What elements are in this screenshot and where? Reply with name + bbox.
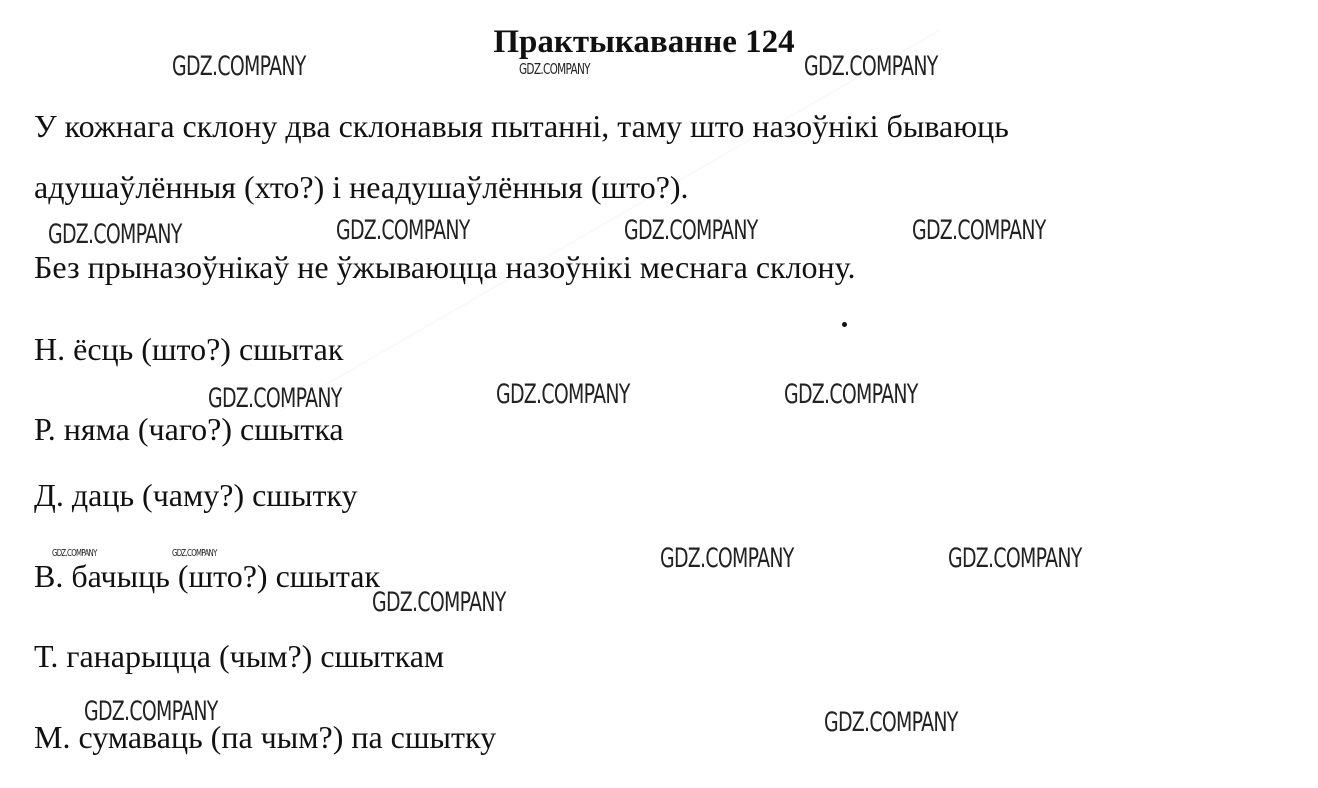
stray-dot bbox=[842, 322, 847, 327]
watermark: GDZ.COMPANY bbox=[660, 543, 794, 574]
watermark: GDZ.COMPANY bbox=[208, 383, 342, 414]
watermark: GDZ.COMPANY bbox=[52, 548, 97, 559]
case-nominative: Н. ёсць (што?) сшытак bbox=[34, 331, 344, 367]
paragraph-line-2: адушаўлённыя (хто?) і неадушаўлённыя (што?). bbox=[34, 169, 689, 205]
watermark: GDZ.COMPANY bbox=[948, 543, 1082, 574]
case-accusative: В. бачыць (што?) сшытак bbox=[34, 558, 381, 594]
watermark: GDZ.COMPANY bbox=[48, 219, 182, 250]
watermark: GDZ.COMPANY bbox=[624, 215, 758, 246]
watermark: GDZ.COMPANY bbox=[824, 707, 958, 738]
watermark: GDZ.COMPANY bbox=[519, 60, 590, 78]
watermark: GDZ.COMPANY bbox=[496, 379, 630, 410]
watermark: GDZ.COMPANY bbox=[336, 215, 470, 246]
watermark: GDZ.COMPANY bbox=[84, 696, 218, 727]
watermark: GDZ.COMPANY bbox=[172, 51, 306, 82]
watermark: GDZ.COMPANY bbox=[372, 587, 506, 618]
paragraph-line-3: Без прыназоўнікаў не ўжываюцца назоўнікі меснага склону. bbox=[34, 249, 856, 285]
watermark: GDZ.COMPANY bbox=[172, 548, 217, 559]
case-locative: М. сумаваць (па чым?) па сшытку bbox=[34, 719, 497, 755]
watermark: GDZ.COMPANY bbox=[784, 379, 918, 410]
watermark: GDZ.COMPANY bbox=[912, 215, 1046, 246]
case-genitive: Р. няма (чаго?) сшытка bbox=[34, 411, 344, 447]
case-dative: Д. даць (чаму?) сшытку bbox=[34, 477, 358, 513]
case-instrumental: Т. ганарыцца (чым?) сшыткам bbox=[34, 638, 445, 674]
watermark: GDZ.COMPANY bbox=[804, 51, 938, 82]
exercise-title: Практыкаванне 124 bbox=[493, 24, 795, 60]
paragraph-line-1: У кожнага склону два склонавыя пытанні, таму што назоўнікі бываюць bbox=[34, 108, 1009, 144]
